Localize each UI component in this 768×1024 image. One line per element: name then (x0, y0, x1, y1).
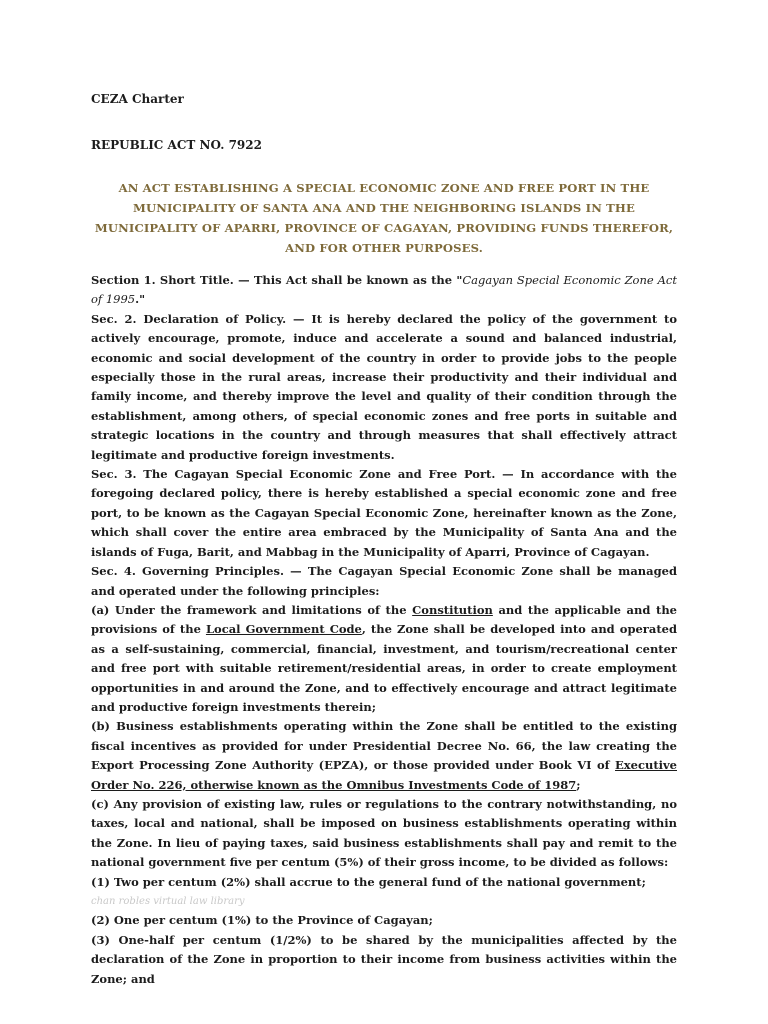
section-4-c: (c) Any provision of existing law, rules or regulations to the contrary notwithstanding, no taxes, local and national, shall be imposed on business establishments operating within the Zone. In lieu of paying taxes, said business establishments shall pay and remit to the national government five per centum (5%) of their gross income, to be divided as follows: (91, 796, 677, 870)
document-title: CEZA Charter (91, 92, 184, 106)
section-1 (91, 271, 677, 310)
item-2: (2) One per centum (1%) to the Province of Cagayan; (91, 913, 433, 928)
section-1-text: Section 1. Short Title. — This Act shall be known as the " (91, 273, 463, 287)
constitution-link[interactable]: Constitution (412, 602, 493, 617)
section-3: Sec. 3. The Cagayan Special Economic Zone and Free Port. — In accordance with the foregoing declared policy, there is hereby established a special economic zone and free port, to be known as the Cagayan Special Economic Zone, hereinafter known as the Zone, which shall cover the entire area embraced by the Municipality of Santa Ana and the islands of Fuga, Barit, and Mabbag in the Municipality of Aparri, Province of Cagayan. (91, 467, 677, 559)
section-4-a-text-3: , the Zone shall be developed into and operated as a self-sustaining, commercial, financial, investment, and tourism/recreational center and free port with suitable retirement/residential areas, in order to create employment opportunities in and around the Zone, and to effectively encourage and attract legitimate and productive foreign investments therein; (91, 622, 677, 714)
section-4-a-text: (a) Under the framework and limitations of the (91, 602, 413, 617)
act-heading: AN ACT ESTABLISHING A SPECIAL ECONOMIC ZONE AND FREE PORT IN THE MUNICIPALITY OF SANTA ANA AND THE NEIGHBORING ISLANDS IN THE MUNICIPALITY OF APARRI, PROVINCE OF CAGAYAN, PROVIDING FUNDS THEREFOR, AND FOR OTHER PURPOSES. (94, 181, 674, 255)
section-1-suffix: ." (135, 292, 146, 307)
item-1: (1) Two per centum (2%) shall accrue to the general fund of the national government; (91, 874, 646, 889)
section-4-b-text-2: ; (576, 777, 581, 792)
item-3: (3) One-half per centum (1/2%) to be shared by the municipalities affected by the declaration of the Zone in proportion to their income from business activities within the Zone; and (91, 932, 677, 986)
section-4-b-text: (b) Business establishments operating within the Zone shall be entitled to the existing fiscal incentives as provided for under Presidential Decree No. 66, the law creating the Export Processing Zone Authority (EPZA), or those provided under Book VI of (91, 719, 677, 773)
section-4-a-text-2: and the applicable and the provisions of the (91, 602, 677, 637)
section-4-b (91, 717, 677, 795)
act-number: REPUBLIC ACT NO. 7922 (91, 138, 262, 152)
document-body (91, 271, 677, 989)
local-government-code-link[interactable]: Local Government Code (205, 622, 362, 637)
section-4-a (91, 601, 677, 717)
watermark-text: chan robles virtual law library (91, 896, 245, 907)
short-title-italic: Cagayan Special Economic Zone Act of 1995 (91, 273, 677, 307)
executive-order-226-link[interactable]: Executive Order No. 226, otherwise known as the Omnibus Investments Code of 1987 (91, 758, 677, 792)
section-4-intro: Sec. 4. Governing Principles. — The Cagayan Special Economic Zone shall be managed and operated under the following principles: (91, 564, 677, 598)
section-2: Sec. 2. Declaration of Policy. — It is hereby declared the policy of the government to actively encourage, promote, induce and accelerate a sound and balanced industrial, economic and social development of the country in order to provide jobs to the people especially those in the rural areas, increase their productivity and their individual and family income, and thereby improve the level and quality of their condition through the establishment, among others, of special economic zones and free ports in suitable and strategic locations in the country and through measures that shall effectively attract legitimate and productive foreign investments. (91, 311, 677, 462)
